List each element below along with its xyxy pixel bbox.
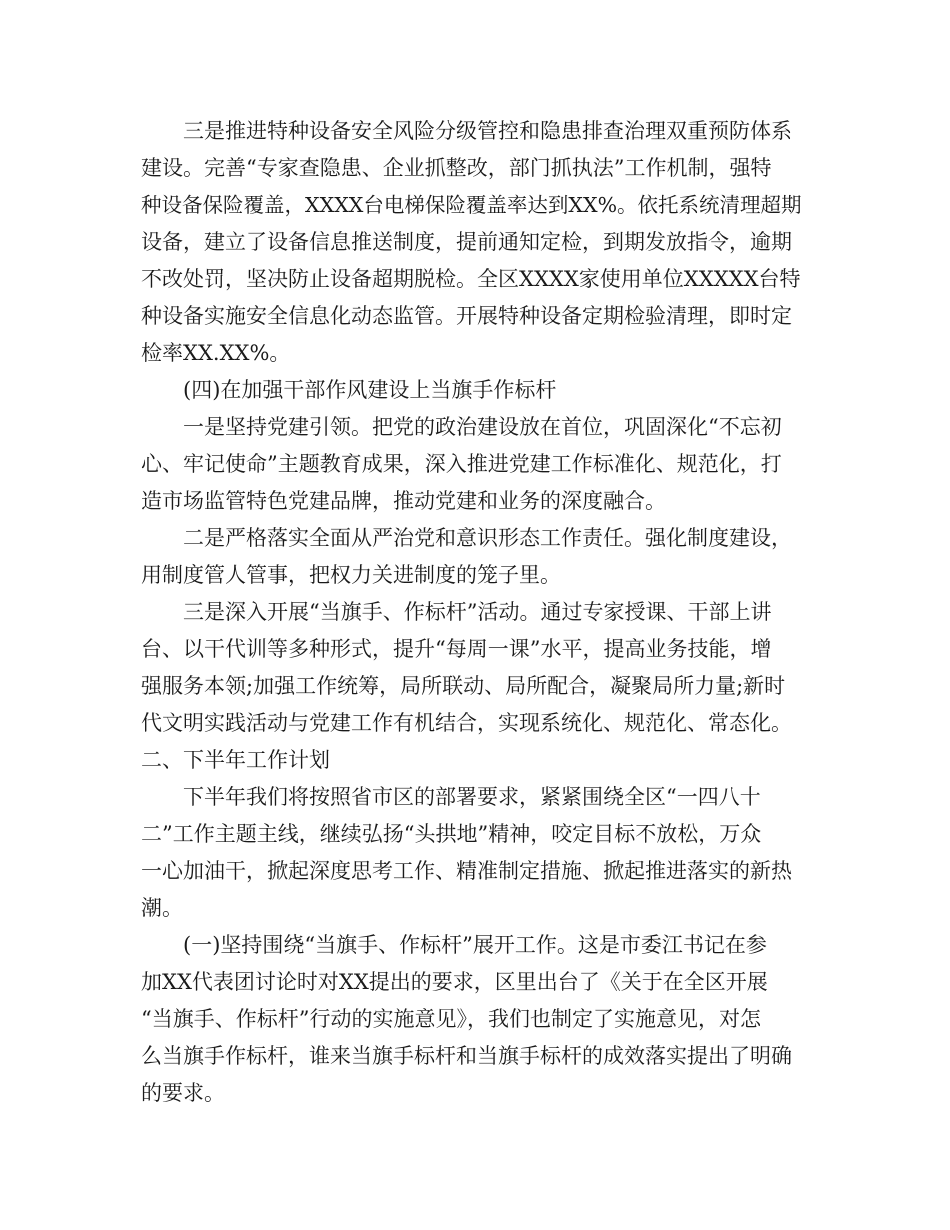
text-line: 检率XX.XX%。: [141, 341, 291, 365]
text-line: 一是坚持党建引领。把党的政治建设放在首位，巩固深化“不忘初: [183, 415, 782, 439]
text-line: 心、牢记使命”主题教育成果，深入推进党建工作标准化、规范化，打: [141, 452, 782, 476]
text-line: 造市场监管特色党建品牌，推动党建和业务的深度融合。: [141, 489, 666, 513]
text-line: 下半年我们将按照省市区的部署要求，紧紧围绕全区“一四八十: [183, 785, 761, 809]
text-line: (一)坚持围绕“当旗手、作标杆”展开工作。这是市委江书记在参: [183, 933, 767, 957]
text-line: 种设备保险覆盖，XXXX台电梯保险覆盖率达到XX%。依托系统清理超期: [141, 193, 802, 217]
text-line: 不改处罚，坚决防止设备超期脱检。全区XXXX家使用单位XXXXX台特: [141, 267, 801, 291]
text-line: 么当旗手作标杆，谁来当旗手标杆和当旗手标杆的成效落实提出了明确: [141, 1044, 792, 1068]
text-line: 的要求。: [141, 1081, 225, 1105]
text-line: 强服务本领;加强工作统筹，局所联动、局所配合，凝聚局所力量;新时: [141, 674, 786, 698]
section-heading: (四)在加强干部作风建设上当旗手作标杆: [183, 378, 557, 402]
text-line: 潮。: [141, 896, 183, 920]
text-line: 种设备实施安全信息化动态监管。开展特种设备定期检验清理，即时定: [141, 304, 792, 328]
text-line: 二”工作主题主线，继续弘扬“头拱地”精神，咬定目标不放松，万众: [141, 822, 762, 846]
text-line: 用制度管人管事，把权力关进制度的笼子里。: [141, 563, 561, 587]
text-line: 建设。完善“专家查隐患、企业抓整改，部门抓执法”工作机制，强特: [141, 156, 772, 180]
text-line: 代文明实践活动与党建工作有机结合，实现系统化、规范化、常态化。: [141, 711, 792, 735]
text-line: 台、以干代训等多种形式，提升“每周一课”水平，提高业务技能，增: [141, 637, 772, 661]
text-line: 加XX代表团讨论时对XX提出的要求，区里出台了《关于在全区开展: [141, 970, 768, 994]
text-line: 设备，建立了设备信息推送制度，提前通知定检，到期发放指令，逾期: [141, 230, 792, 254]
text-line: “当旗手、作标杆”行动的实施意见》，我们也制定了实施意见，对怎: [141, 1007, 761, 1031]
section-heading: 二、下半年工作计划: [141, 748, 330, 772]
text-line: 三是推进特种设备安全风险分级管控和隐患排查治理双重预防体系: [183, 119, 792, 143]
text-line: 一心加油干，掀起深度思考工作、精准制定措施、掀起推进落实的新热: [141, 859, 792, 883]
text-line: 三是深入开展“当旗手、作标杆”活动。通过专家授课、干部上讲: [183, 600, 772, 624]
text-line: 二是严格落实全面从严治党和意识形态工作责任。强化制度建设，: [183, 526, 792, 550]
